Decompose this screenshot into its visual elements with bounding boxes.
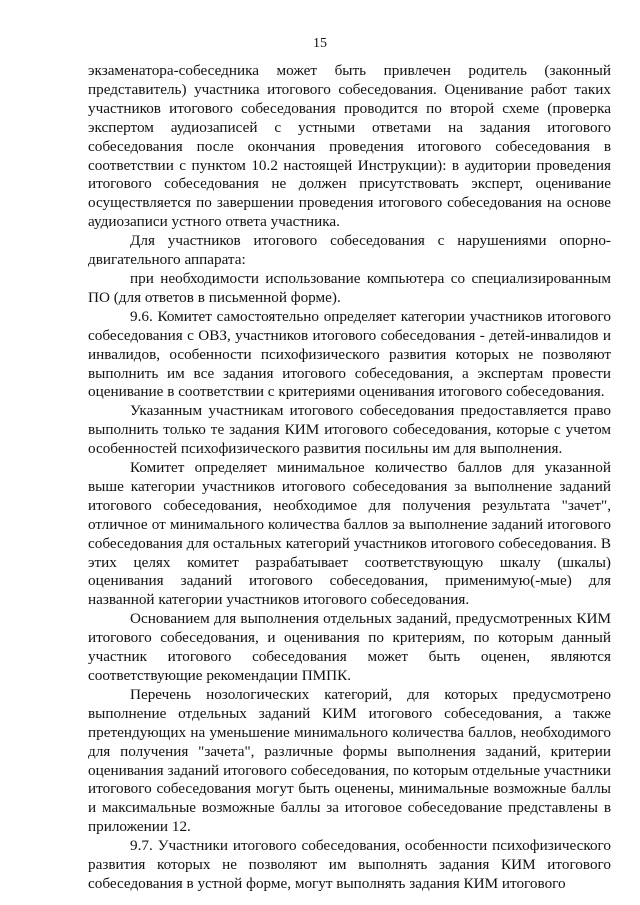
- paragraph: 9.7. Участники итогового собеседования, особенности психофизического развития которых не позволяют им выполнять задания КИМ итогового собеседования в устной форме, могут выполнять задания КИМ итогового: [88, 837, 611, 892]
- paragraph: Комитет определяет минимальное количество баллов для указанной выше категории участников итогового собеседования за выполнение заданий итогового собеседования, необходимое для получения результата "зачет", отличное от минимального количества баллов за выполнение заданий итогового собеседования для остальных категорий участников итогового собеседования. В этих целях комитет разрабатывает соответствующую шкалу (шкалы) оценивания заданий итогового собеседования, применимую(-мые) для названной категории участников итогового собеседования.: [88, 459, 611, 609]
- paragraph: Для участников итогового собеседования с нарушениями опорно-двигательного аппарата:: [88, 232, 611, 269]
- paragraph: Основанием для выполнения отдельных заданий, предусмотренных КИМ итогового собеседования, и оценивания по критериям, по которым данный участник итогового собеседования может быть оценен, являются соответствующие рекомендации ПМПК.: [88, 610, 611, 684]
- body-text: [88, 62, 611, 894]
- paragraph: Перечень нозологических категорий, для которых предусмотрено выполнение отдельных заданий КИМ итогового собеседования, а также претендующих на уменьшение минимального количества баллов, необходимого для получения "зачета", различные формы выполнения заданий, критерии оценивания заданий итогового собеседования, по которым отдельные участники итогового собеседования могут быть оценены, минимальные возможные баллы и максимальные возможные баллы за итоговое собеседование представлены в приложении 12.: [88, 685, 611, 836]
- paragraph: экзаменатора-собеседника может быть привлечен родитель (законный представитель) участника итогового собеседования. Оценивание работ таких участников итогового собеседования проводится по второй схеме (проверка экспертом аудиозаписей с устными ответами на задания итогового собеседования после окончания проведения итогового собеседования в соответствии с пунктом 10.2 настоящей Инструкции): в аудитории проведения итогового собеседования не должен присутствовать эксперт, оценивание осуществляется по завершении проведения итогового собеседования на основе аудиозаписи устного ответа участника.: [88, 62, 611, 231]
- paragraph: 9.6. Комитет самостоятельно определяет категории участников итогового собеседования с ОВЗ, участников итогового собеседования - детей-инвалидов и инвалидов, особенности психофизического развития которых не позволяют выполнить им все задания итогового собеседования, а экспертам провести оценивание в соответствии с критериями оценивания итогового собеседования.: [88, 307, 611, 401]
- page-number: 15: [313, 36, 327, 51]
- paragraph: при необходимости использование компьютера со специализированным ПО (для ответов в письменной форме).: [88, 269, 611, 306]
- paragraph: Указанным участникам итогового собеседования предоставляется право выполнить только те задания КИМ итогового собеседования, которые с учетом особенностей психофизического развития посильны им для выполнения.: [88, 402, 611, 458]
